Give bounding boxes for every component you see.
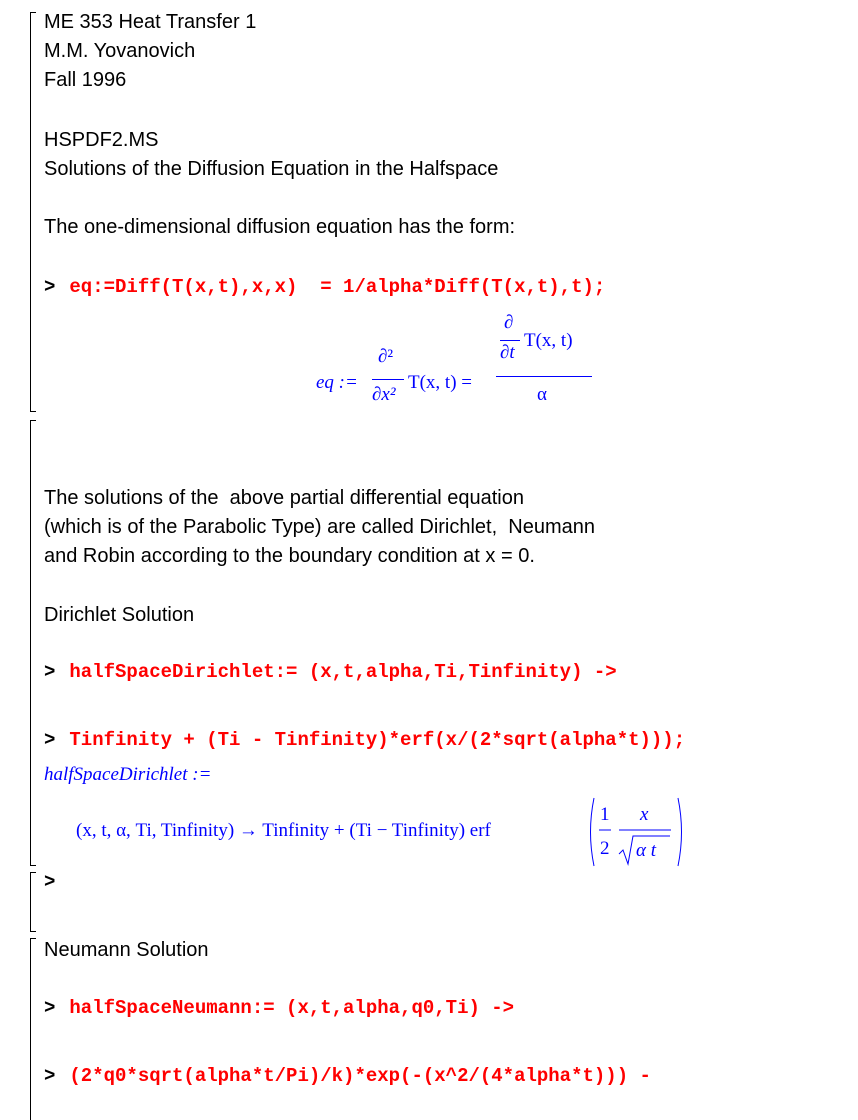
- prompt: >: [44, 871, 56, 893]
- empty-prompt[interactable]: [44, 870, 69, 894]
- prompt: >: [44, 729, 56, 751]
- command-text[interactable]: eq:=Diff(T(x,t),x,x) = 1/alpha*Diff(T(x,t),t);: [69, 276, 606, 298]
- dirichlet-name: halfSpaceDirichlet :=: [44, 764, 212, 785]
- group-bracket-2[interactable]: [30, 420, 36, 866]
- input-line-dirichlet-1[interactable]: [44, 660, 617, 684]
- input-line-neumann-2[interactable]: [44, 1064, 651, 1088]
- prompt: >: [44, 997, 56, 1019]
- author-name: M.M. Yovanovich: [44, 40, 196, 62]
- neumann-heading: Neumann Solution: [44, 939, 209, 961]
- fraction-bar-2: [500, 340, 520, 341]
- d2-numerator: ∂²: [378, 346, 394, 367]
- file-name: HSPDF2.MS: [44, 129, 159, 151]
- prompt: >: [44, 661, 56, 683]
- alpha-denominator: α: [537, 384, 547, 405]
- fraction-bar-main: [496, 376, 592, 377]
- dt-denominator: ∂t: [500, 342, 515, 363]
- prompt: >: [44, 1065, 56, 1087]
- fraction-bar-1: [372, 379, 404, 380]
- input-line-dirichlet-2[interactable]: [44, 728, 685, 752]
- group-bracket-4[interactable]: [30, 938, 36, 1120]
- d-numerator: ∂: [504, 312, 514, 333]
- eq-lhs: eq :=: [316, 372, 358, 393]
- paragraph-line-3: and Robin according to the boundary condition at x = 0.: [44, 545, 535, 567]
- dirichlet-heading: Dirichlet Solution: [44, 604, 195, 626]
- intro-text: The one-dimensional diffusion equation has the form:: [44, 216, 516, 238]
- erf-x: x: [640, 804, 649, 825]
- dx2-denominator: ∂x²: [372, 384, 396, 405]
- input-line-neumann-1[interactable]: [44, 996, 514, 1020]
- group-bracket-1[interactable]: [30, 12, 36, 412]
- prompt: >: [44, 276, 56, 298]
- command-text[interactable]: (2*q0*sqrt(alpha*t/Pi)/k)*exp(-(x^2/(4*alpha*t))) -: [69, 1065, 651, 1087]
- group-bracket-3[interactable]: [30, 872, 36, 932]
- erf-two: 2: [600, 838, 610, 859]
- command-text[interactable]: halfSpaceDirichlet:= (x,t,alpha,Ti,Tinfinity) ->: [69, 661, 617, 683]
- term: Fall 1996: [44, 69, 127, 91]
- course-title: ME 353 Heat Transfer 1: [44, 11, 257, 33]
- erf-one: 1: [600, 804, 610, 825]
- T-function-2: T(x, t): [524, 330, 573, 351]
- worksheet-title: Solutions of the Diffusion Equation in the Halfspace: [44, 158, 499, 180]
- T-function: T(x, t) =: [408, 372, 473, 393]
- command-text[interactable]: halfSpaceNeumann:= (x,t,alpha,q0,Ti) ->: [69, 997, 515, 1019]
- command-text[interactable]: Tinfinity + (Ti - Tinfinity)*erf(x/(2*sqrt(alpha*t)));: [69, 729, 686, 751]
- paragraph-line-2: (which is of the Parabolic Type) are called Dirichlet, Neumann: [44, 516, 595, 538]
- dirichlet-expression: (x, t, α, Ti, Tinfinity) → Tinfinity + (Ti − Tinfinity) erf: [76, 820, 491, 841]
- paragraph-line-1: The solutions of the above partial differential equation: [44, 487, 524, 509]
- input-line-eq[interactable]: [44, 275, 605, 299]
- erf-sqrt: α t: [636, 840, 657, 861]
